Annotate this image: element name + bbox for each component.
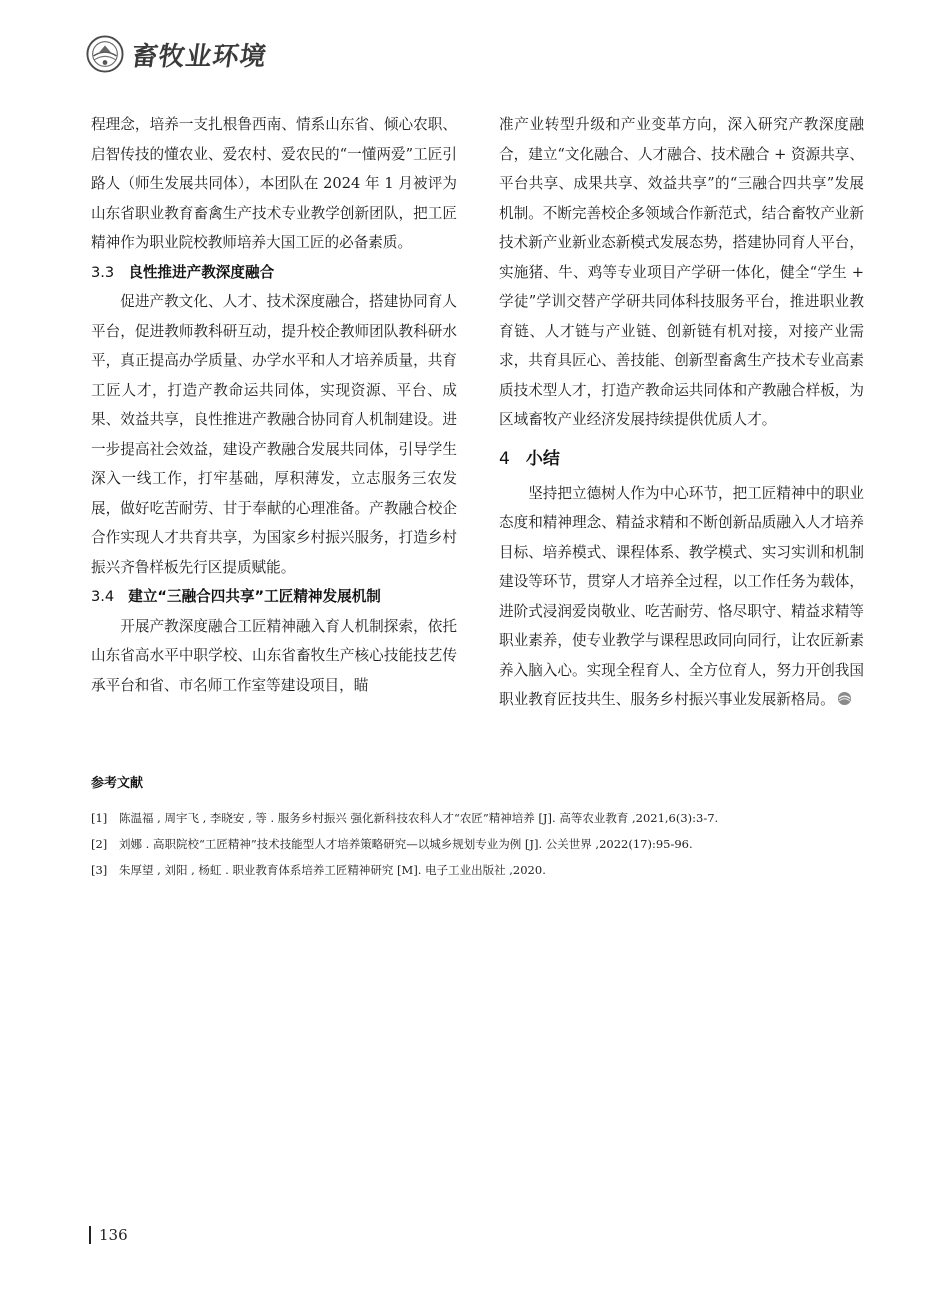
reference-item (91, 805, 871, 831)
section-heading-3-3 (91, 258, 457, 288)
reference-number: [1] (91, 811, 108, 825)
paragraph-text: 坚持把立德树人作为中心环节，把工匠精神中的职业态度和精神理念、精益求精和不断创新品质融入人才培养目标、培养模式、课程体系、教学模式、实习实训和机制建设等环节，贯穿人才培养全过程，以工作任务为载体，进阶式浸润爱岗敬业、吃苦耐劳、恪尽职守、精益求精等职业素养，使专业教学与课程思政同向同行，让农匠新素养入脑入心。实现全程育人、全方位育人，努力开创我国职业教育匠技共生、服务乡村振兴事业发展新格局。 (499, 484, 864, 708)
reference-text: 陈温福 , 周宇飞 , 李晓安 , 等 . 服务乡村振兴 强化新科技农科人才“农匠”精神培养 [J]. 高等农业教育 ,2021,6(3):3-7. (119, 811, 719, 825)
section-title: 小结 (525, 448, 560, 469)
references-section (91, 772, 871, 883)
references-title: 参考文献 (91, 776, 144, 791)
page-number: 136 (99, 1226, 128, 1244)
section-heading-3-4 (91, 582, 457, 612)
footer-divider (89, 1226, 91, 1244)
reference-item (91, 857, 871, 883)
paragraph (499, 479, 864, 715)
section-number: 4 (499, 448, 510, 469)
reference-text: 刘娜 . 高职院校“工匠精神”技术技能型人才培养策略研究—以城乡规划专业为例 [J]. 公关世界 ,2022(17):95-96. (119, 837, 693, 851)
paragraph: 促进产教文化、人才、技术深度融合，搭建协同育人平台，促进教师教科研互动，提升校企教师团队教科研水平，真正提高办学质量、办学水平和人才培养质量，共育工匠人才，打造产教命运共同体，实现资源、平台、成果、效益共享，良性推进产教融合协同育人机制建设。进一步提高社会效益，建设产教融合发展共同体，引导学生深入一线工作，打牢基础，厚积薄发，立志服务三农发展，做好吃苦耐劳、甘于奉献的心理准备。产教融合校企合作实现人才共育共享，为国家乡村振兴服务，打造乡村振兴齐鲁样板先行区提质赋能。 (91, 293, 457, 576)
page-footer (89, 1226, 128, 1244)
section-number: 3.4 (91, 588, 115, 605)
right-column (499, 110, 864, 715)
section-title: 良性推进产教深度融合 (128, 263, 275, 281)
paragraph: 开展产教深度融合工匠精神融入育人机制探索，依托山东省高水平中职学校、山东省畜牧生产核心技能技艺传承平台和省、市名师工作室等建设项目，瞄 (91, 617, 457, 694)
journal-seal-icon (86, 35, 124, 73)
reference-number: [3] (91, 863, 108, 877)
paragraph: 程理念，培养一支扎根鲁西南、情系山东省、倾心农职、启智传技的懂农业、爱农村、爱农民的“一懂两爱”工匠引路人（师生发展共同体），本团队在 2024 年 1 月被评为山东省职业教育畜禽生产技术专业教学创新团队，把工匠精神作为职业院校教师培养大国工匠的必备素质。 (91, 116, 457, 251)
paragraph: 准产业转型升级和产业变革方向，深入研究产教深度融合，建立“文化融合、人才融合、技术融合 + 资源共享、平台共享、成果共享、效益共享”的“三融合四共享”发展机制。不断完善校企多领域合作新范式，结合畜牧产业新技术新产业新业态新模式发展态势，搭建协同育人平台，实施猪、牛、鸡等专业项目产学研一体化，健全“学生 + 学徒”学训交替产学研共同体科技服务平台，推进职业教育链、人才链与产业链、创新链有机对接，对接产业需求，共育具匠心、善技能、创新型畜禽生产技术专业高素质技术型人才，打造产教命运共同体和产教融合样板，为区域畜牧产业经济发展持续提供优质人才。 (499, 116, 864, 428)
reference-item (91, 831, 871, 857)
page-header (86, 34, 267, 74)
reference-number: [2] (91, 837, 108, 851)
section-title: 建立“三融合四共享”工匠精神发展机制 (128, 588, 381, 605)
journal-title: 畜牧业环境 (129, 41, 269, 72)
section-number: 3.3 (91, 263, 115, 281)
end-mark-icon (837, 691, 852, 706)
left-column (91, 110, 457, 700)
reference-text: 朱厚望 , 刘阳 , 杨虹 . 职业教育体系培养工匠精神研究 [M]. 电子工业出版社 ,2020. (119, 863, 546, 877)
section-heading-4 (499, 441, 864, 477)
